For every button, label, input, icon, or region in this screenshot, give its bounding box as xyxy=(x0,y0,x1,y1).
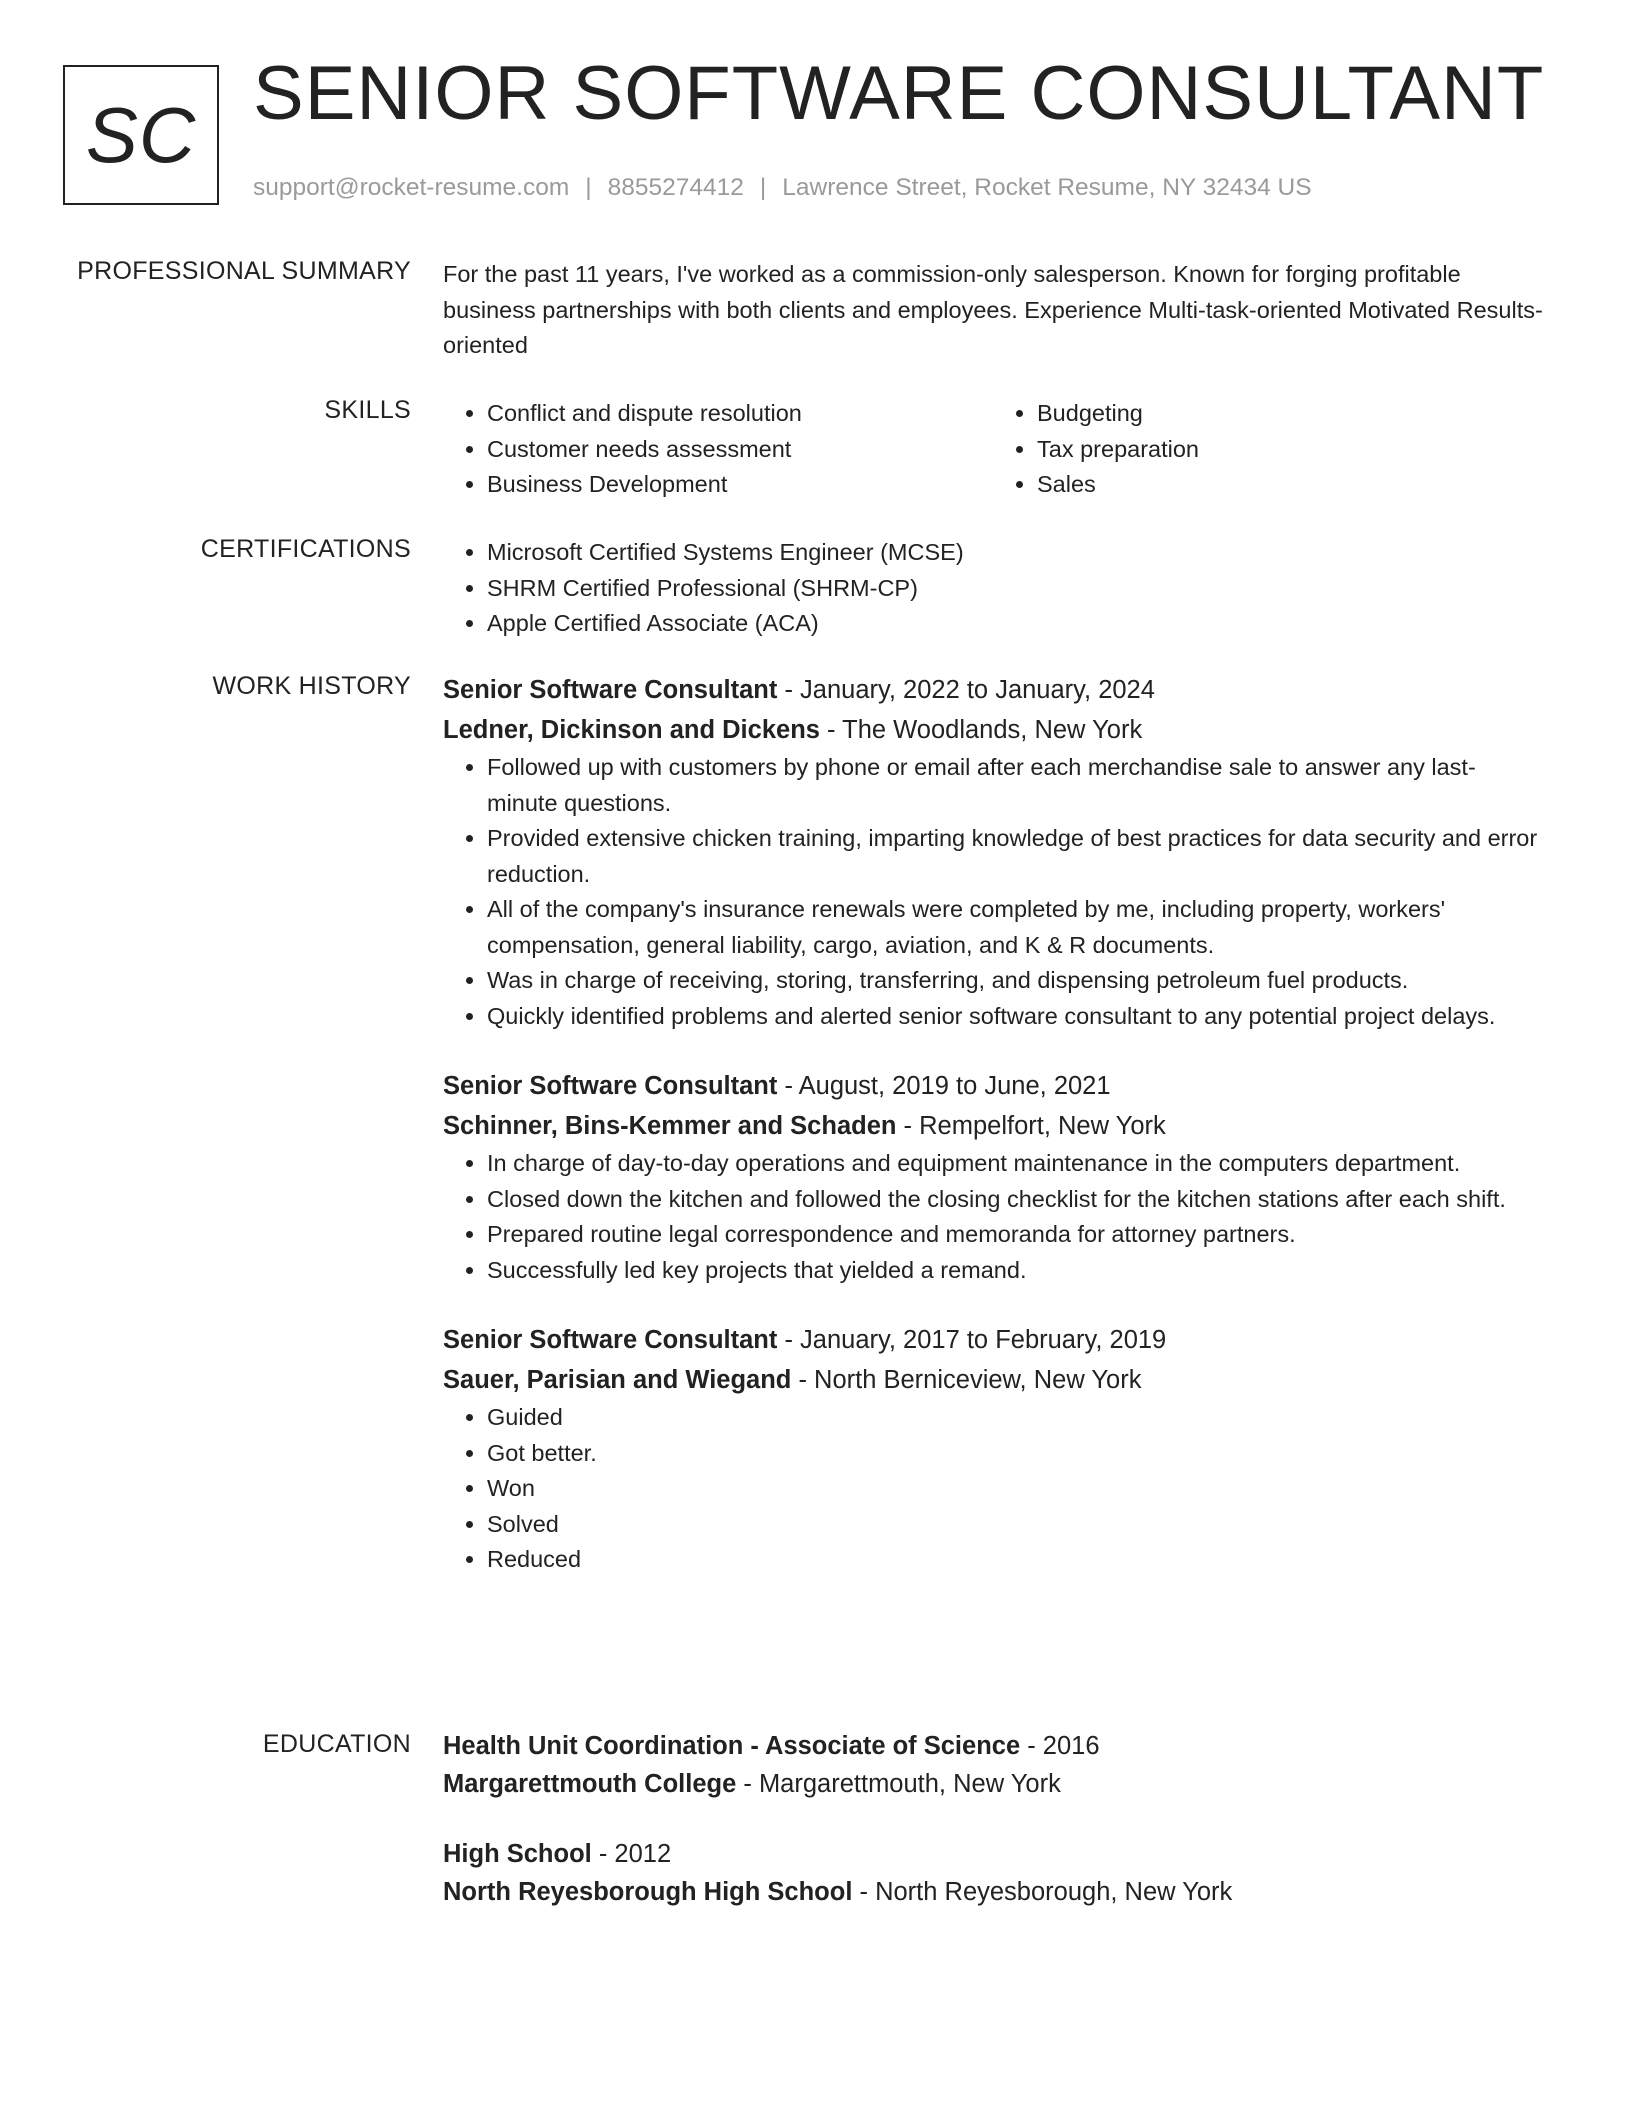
certification-item: • Apple Certified Associate (ACA) xyxy=(487,606,1543,642)
education-school: North Reyesborough High School xyxy=(443,1878,853,1906)
job-company-line xyxy=(443,1360,1543,1400)
job-entry xyxy=(443,1066,1543,1288)
job-duties-list xyxy=(443,750,1543,1034)
skill-item: • Sales xyxy=(1037,467,1543,503)
certifications-list xyxy=(443,535,1543,642)
education-location: - North Reyesborough, New York xyxy=(852,1878,1233,1906)
job-title-line xyxy=(443,670,1543,710)
summary-content xyxy=(443,257,1543,364)
job-title: Senior Software Consultant xyxy=(443,1326,778,1354)
skills-content xyxy=(443,396,1543,503)
education-degree: Health Unit Coordination - Associate of Science xyxy=(443,1732,1021,1760)
job-duty-item: • Prepared routine legal correspondence and memoranda for attorney partners. xyxy=(487,1217,1543,1253)
section-heading-summary: PROFESSIONAL SUMMARY xyxy=(77,257,411,285)
job-company: Schinner, Bins-Kemmer and Schaden xyxy=(443,1112,897,1140)
job-location: - North Berniceview, New York xyxy=(791,1366,1142,1394)
job-duty-item: • All of the company's insurance renewals were completed by me, including property, workers' compensation, general liability, cargo, aviation, and K & R documents. xyxy=(487,892,1543,963)
job-duty-item: • Reduced xyxy=(487,1542,1543,1578)
job-duty-item: • In charge of day-to-day operations and equipment maintenance in the computers department. xyxy=(487,1146,1543,1182)
skill-item: • Tax preparation xyxy=(1037,432,1543,468)
contact-line xyxy=(253,174,1312,202)
work-history-content xyxy=(443,670,1543,1610)
job-location: - The Woodlands, New York xyxy=(819,716,1143,744)
job-duty-item: • Guided xyxy=(487,1400,1543,1436)
skill-item: • Business Development xyxy=(487,467,993,503)
job-entry xyxy=(443,1320,1543,1578)
job-duty-item: • Was in charge of receiving, storing, transferring, and dispensing petroleum fuel products. xyxy=(487,963,1543,999)
skill-item: • Customer needs assessment xyxy=(487,432,993,468)
education-content xyxy=(443,1727,1543,1943)
education-entry xyxy=(443,1835,1543,1911)
education-school-line xyxy=(443,1765,1543,1803)
skill-item: • Conflict and dispute resolution xyxy=(487,396,993,432)
job-duty-item: • Solved xyxy=(487,1507,1543,1543)
section-heading-skills: SKILLS xyxy=(324,396,411,424)
job-title-line xyxy=(443,1066,1543,1106)
job-company-line xyxy=(443,1106,1543,1146)
job-duty-item: • Provided extensive chicken training, imparting knowledge of best practices for data security and error reduction. xyxy=(487,821,1543,892)
job-title: Senior Software Consultant xyxy=(443,1072,778,1100)
certification-item: • Microsoft Certified Systems Engineer (MCSE) xyxy=(487,535,1543,571)
job-dates: - August, 2019 to June, 2021 xyxy=(777,1072,1111,1100)
job-dates: - January, 2022 to January, 2024 xyxy=(777,676,1155,704)
skill-item: • Budgeting xyxy=(1037,396,1543,432)
education-degree: High School xyxy=(443,1840,592,1868)
job-title-line xyxy=(443,1320,1543,1360)
monogram-logo: SC xyxy=(63,65,219,205)
job-title: Senior Software Consultant xyxy=(443,676,778,704)
skills-list-left xyxy=(443,396,993,503)
job-location: - Rempelfort, New York xyxy=(896,1112,1166,1140)
section-heading-education: EDUCATION xyxy=(262,1730,411,1758)
job-company: Sauer, Parisian and Wiegand xyxy=(443,1366,792,1394)
job-duty-item: • Won xyxy=(487,1471,1543,1507)
job-duty-item: • Successfully led key projects that yielded a remand. xyxy=(487,1253,1543,1289)
job-dates: - January, 2017 to February, 2019 xyxy=(777,1326,1167,1354)
job-entry xyxy=(443,670,1543,1034)
summary-text: For the past 11 years, I've worked as a commission-only salesperson. Known for forging profitable business partnerships with both clients and employees. Experience Multi-task-oriented Motivated Results-oriented xyxy=(443,261,1543,358)
phone-text: 8855274412 xyxy=(607,174,744,201)
contact-separator: | xyxy=(759,174,767,201)
job-duties-list xyxy=(443,1400,1543,1578)
address-text: Lawrence Street, Rocket Resume, NY 32434 US xyxy=(782,174,1312,201)
section-heading-certifications: CERTIFICATIONS xyxy=(200,535,411,563)
education-degree-line xyxy=(443,1727,1543,1765)
job-duty-item: • Quickly identified problems and alerted senior software consultant to any potential project delays. xyxy=(487,999,1543,1035)
skills-list-right xyxy=(993,396,1543,503)
job-duties-list xyxy=(443,1146,1543,1288)
contact-separator: | xyxy=(585,174,592,201)
certifications-content xyxy=(443,535,1543,642)
job-duty-item: • Followed up with customers by phone or email after each merchandise sale to answer any last-minute questions. xyxy=(487,750,1543,821)
page-title: SENIOR SOFTWARE CONSULTANT xyxy=(253,51,1545,136)
job-company-line xyxy=(443,710,1543,750)
job-company: Ledner, Dickinson and Dickens xyxy=(443,716,820,744)
education-year: - 2012 xyxy=(591,1840,672,1868)
education-school: Margarettmouth College xyxy=(443,1770,737,1798)
job-duty-item: • Got better. xyxy=(487,1436,1543,1472)
section-heading-work-history: WORK HISTORY xyxy=(212,672,411,700)
email-link[interactable]: support@rocket-resume.com xyxy=(253,174,570,201)
education-year: - 2016 xyxy=(1020,1732,1100,1760)
education-entry xyxy=(443,1727,1543,1803)
certification-item: • SHRM Certified Professional (SHRM-CP) xyxy=(487,571,1543,607)
education-location: - Margarettmouth, New York xyxy=(736,1770,1061,1798)
education-school-line xyxy=(443,1873,1543,1911)
education-degree-line xyxy=(443,1835,1543,1873)
job-duty-item: • Closed down the kitchen and followed the closing checklist for the kitchen stations after each shift. xyxy=(487,1182,1543,1218)
